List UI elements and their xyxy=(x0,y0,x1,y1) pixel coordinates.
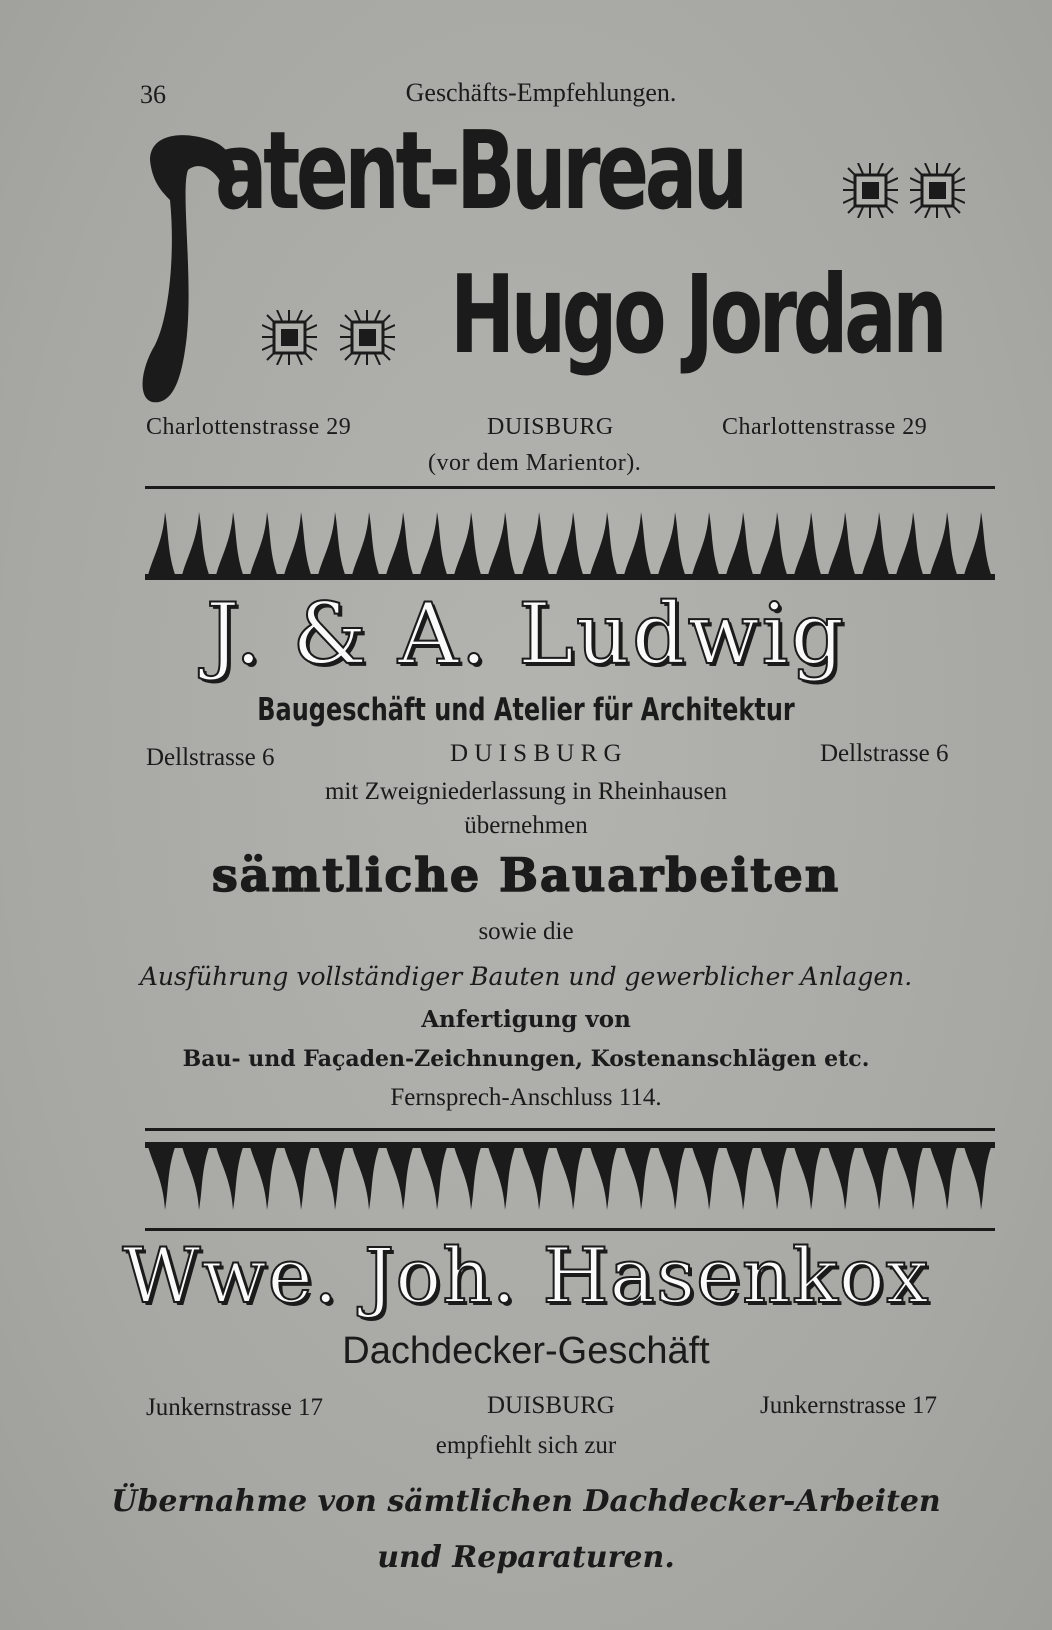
execution-text: Ausführung vollständiger Bauten und gewerblicher Anlagen. xyxy=(139,962,913,991)
drip-border-ornament xyxy=(145,1142,995,1218)
phone-text: Fernsprech-Anschluss 114. xyxy=(390,1084,662,1111)
address-left: Charlottenstrasse 29 xyxy=(146,414,352,440)
branch-note: mit Zweigniederlassung in Rheinhausen xyxy=(324,778,727,805)
drawings-text: Bau- und Façaden-Zeichnungen, Kostenanschlägen etc. xyxy=(182,1046,870,1072)
making-of-text: Anfertigung von xyxy=(421,1006,631,1033)
address-right: Charlottenstrasse 29 xyxy=(722,414,928,440)
page-number: 36 xyxy=(140,80,166,109)
ludwig-title: J. & A. Ludwig xyxy=(205,585,847,683)
location-note: (vor dem Marientor). xyxy=(428,450,642,476)
city: D U I S B U R G xyxy=(450,740,622,767)
address-left: Junkernstrasse 17 xyxy=(146,1394,324,1421)
address-right: Junkernstrasse 17 xyxy=(760,1392,938,1419)
sunburst-ornament-icon xyxy=(262,310,317,365)
service-line-2: und Reparaturen. xyxy=(377,1540,675,1575)
sunburst-ornament-icon xyxy=(340,310,395,365)
sunburst-ornament-icon xyxy=(910,163,965,218)
recommends-text: empfiehlt sich zur xyxy=(435,1432,617,1459)
service-line-1: Übernahme von sämtlichen Dachdecker-Arbeiten xyxy=(111,1484,941,1519)
undertake-text: übernehmen xyxy=(464,812,588,839)
divider-rule xyxy=(145,486,995,489)
city: DUISBURG xyxy=(487,414,614,440)
hasenkox-title: Wwe. Joh. Hasenkox xyxy=(122,1231,930,1320)
address-left: Dellstrasse 6 xyxy=(146,744,275,771)
running-head: Geschäfts-Empfehlungen. xyxy=(405,78,677,107)
sunburst-ornament-icon xyxy=(843,163,898,218)
city: DUISBURG xyxy=(487,1392,615,1419)
divider-rule xyxy=(145,1128,995,1131)
address-right: Dellstrasse 6 xyxy=(820,740,949,767)
hasenkox-subtitle: Dachdecker-Geschäft xyxy=(342,1330,710,1372)
bauarbeiten-headline: sämtliche Bauarbeiten xyxy=(211,848,841,902)
patent-bureau-title: atent-Bureau xyxy=(215,109,744,234)
as-well-text: sowie die xyxy=(478,918,574,945)
flame-border-ornament xyxy=(145,504,995,580)
hugo-jordan-title: Hugo Jordan xyxy=(450,253,944,378)
ludwig-subtitle: Baugeschäft und Atelier für Architektur xyxy=(257,692,795,728)
